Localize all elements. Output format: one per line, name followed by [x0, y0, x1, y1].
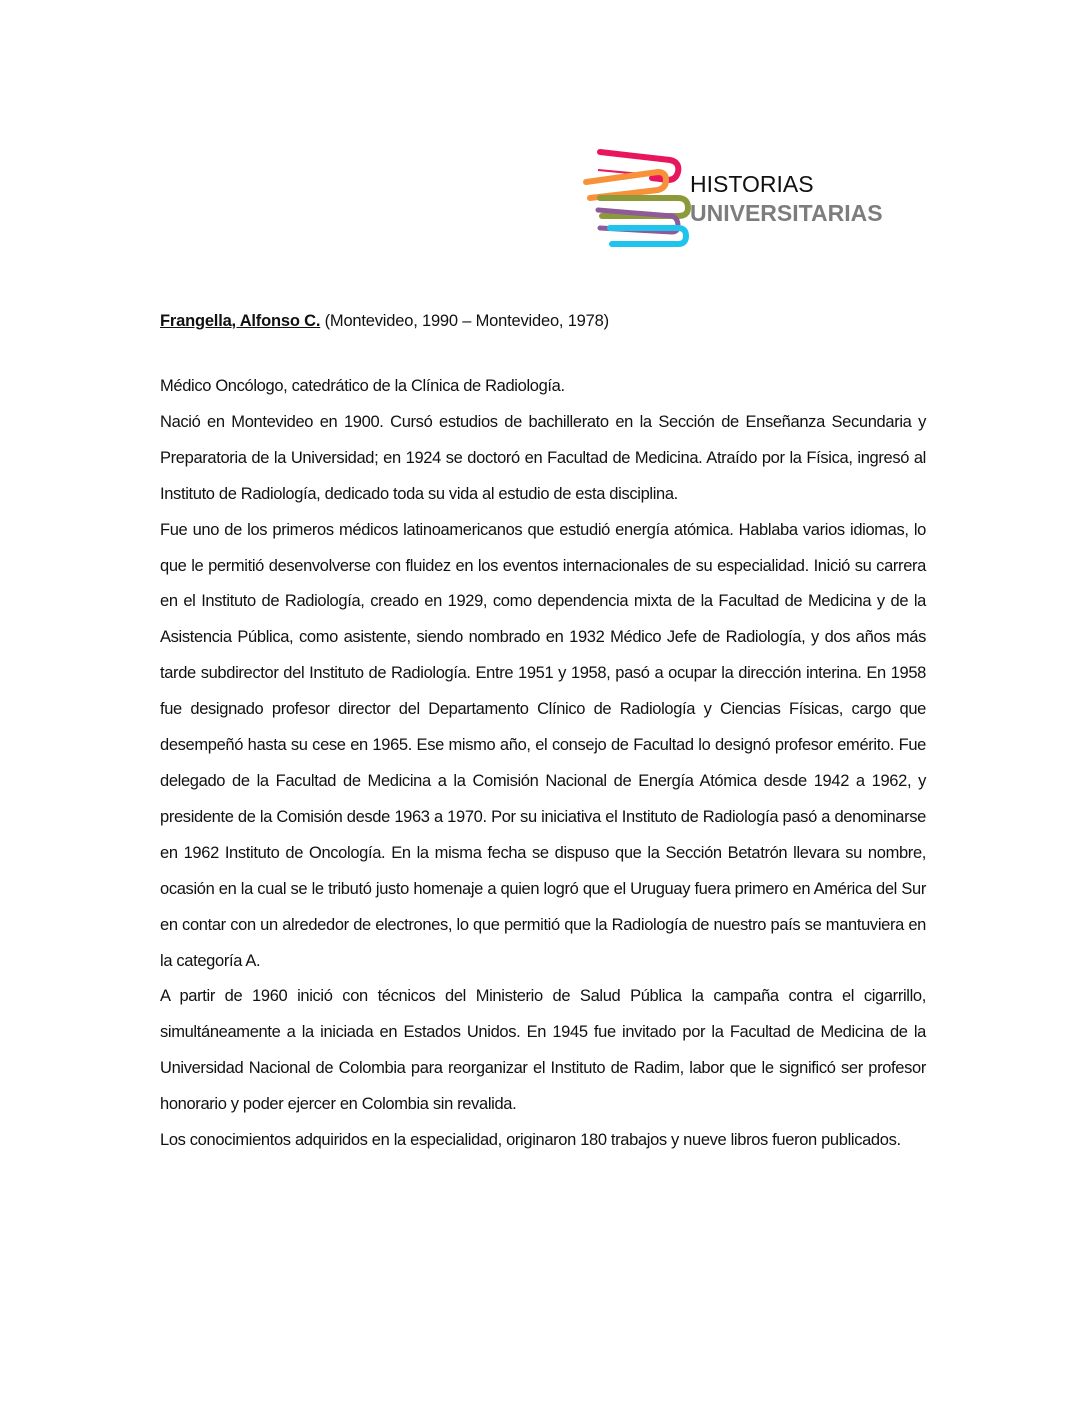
entry-heading [160, 307, 926, 335]
logo-title-universitarias: UNIVERSITARIAS [690, 200, 883, 226]
entry-body [160, 369, 926, 1159]
stacked-books-icon [582, 148, 692, 248]
entry-name: Frangella, Alfonso C. [160, 312, 321, 330]
book-cyan [610, 228, 686, 244]
entry-lifespan: (Montevideo, 1990 – Montevideo, 1978) [324, 312, 609, 330]
paragraph-education: Nació en Montevideo en 1900. Cursó estudios de bachillerato en la Sección de Enseñanza Secundaria y Preparatoria de la Universidad; en 1924 se doctoró en Facultad de Medicina. Atraído por la Física, ingresó al Instituto de Radiología, dedicado toda su vida al estudio de esta disciplina. [160, 412, 926, 503]
biography-document [160, 307, 926, 1159]
paragraph-career: Fue uno de los primeros médicos latinoamericanos que estudió energía atómica. Hablaba varios idiomas, lo que le permitió desenvolverse con fluidez en los eventos internacionales de su especialidad. Inició su carrera en el Instituto de Radiología, creado en 1929, como dependencia mixta de la Facultad de Medicina y de la Asistencia Pública, como asistente, siendo nombrado en 1932 Médico Jefe de Radiología, y dos años más tarde subdirector del Instituto de Radiología. Entre 1951 y 1958, pasó a ocupar la dirección interina. En 1958 fue designado profesor director del Departamento Clínico de Radiología y Ciencias Físicas, cargo que desempeñó hasta su cese en 1965. Ese mismo año, el consejo de Facultad lo designó profesor emérito. Fue delegado de la Facultad de Medicina a la Comisión Nacional de Energía Atómica desde 1942 a 1962, y presidente de la Comisión desde 1963 a 1970. Por su iniciativa el Instituto de Radiología pasó a denominarse en 1962 Instituto de Oncología. En la misma fecha se dispuso que la Sección Betatrón llevara su nombre, ocasión en la cual se le tributó justo homenaje a quien logró que el Uruguay fuera primero en América del Sur en contar con un alrededor de electrones, lo que permitió que la Radiología de nuestro país se mantuviera en la categoría A. [160, 520, 926, 970]
paragraph-title-role: Médico Oncólogo, catedrático de la Clínica de Radiología. [160, 377, 565, 395]
historias-universitarias-logo [582, 148, 912, 248]
logo-title-historias: HISTORIAS [690, 171, 814, 197]
paragraph-campaign: A partir de 1960 inició con técnicos del Ministerio de Salud Pública la campaña contra el cigarrillo, simultáneamente a la iniciada en Estados Unidos. En 1945 fue invitado por la Facultad de Medicina de la Universidad Nacional de Colombia para reorganizar el Instituto de Radim, labor que le significó ser profesor honorario y poder ejercer en Colombia sin revalida. [160, 987, 926, 1114]
paragraph-publications: Los conocimientos adquiridos en la especialidad, originaron 180 trabajos y nueve libros fueron publicados. [160, 1131, 901, 1150]
